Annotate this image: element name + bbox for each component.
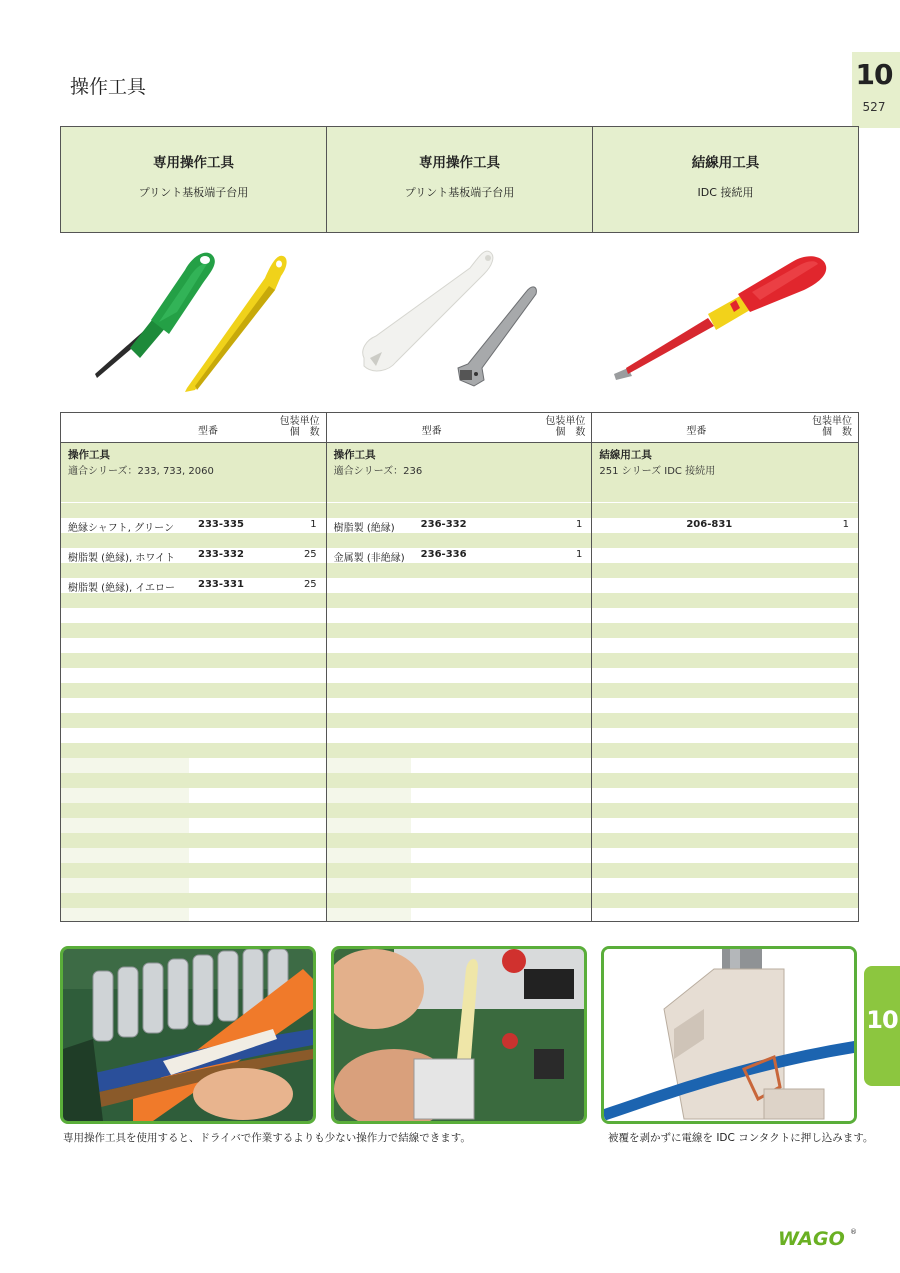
table-row-stripe [61, 683, 326, 698]
row-stripe-shade [327, 788, 411, 803]
row-stripes [592, 443, 858, 921]
row-quantity: 25 [303, 579, 317, 590]
caption-right: 被覆を剥かずに電線を IDC コンタクトに押し込みます。 [608, 1132, 874, 1144]
table-row-stripe [592, 593, 858, 608]
table-row-stripe [327, 833, 592, 848]
product-table [60, 412, 859, 922]
category-header-row [60, 126, 859, 233]
row-stripe-shade [327, 818, 411, 833]
section-title: 操作工具 [333, 449, 376, 461]
usage-photo-idc-contact [601, 946, 857, 1124]
row-stripe-shade [61, 818, 189, 833]
table-row-stripe [327, 608, 592, 623]
row-stripes [327, 443, 592, 921]
table-row-stripe [592, 548, 858, 563]
pack-unit-header [280, 416, 320, 438]
table-row-stripe [61, 743, 326, 758]
model-header: 型番 [686, 426, 707, 437]
table-row-stripe [592, 728, 858, 743]
table-row-stripe [592, 908, 858, 921]
row-description: 樹脂製 (絶縁), ホワイト [68, 553, 176, 564]
table-row-stripe [61, 818, 326, 833]
metal-tool-image [458, 287, 536, 386]
table-row-stripe [592, 773, 858, 788]
table-row-stripe [327, 638, 592, 653]
table-row-stripe [327, 818, 592, 833]
table-row-stripe [61, 563, 326, 578]
category-title: 結線用工具 [691, 155, 760, 171]
table-row-stripe [327, 743, 592, 758]
table-row-stripe [61, 698, 326, 713]
category-header-1 [61, 127, 327, 232]
pack-unit-header [545, 416, 585, 438]
table-row-stripe [592, 833, 858, 848]
table-row-stripe [327, 863, 592, 878]
table-row-stripe [61, 833, 326, 848]
table-row-stripe [327, 683, 592, 698]
table-row-stripe [327, 713, 592, 728]
table-row-stripe [592, 503, 858, 518]
table-row-stripe [61, 878, 326, 893]
table-row-stripe [327, 593, 592, 608]
row-item-code[interactable]: 233-335 [198, 519, 244, 530]
table-row-stripe [592, 818, 858, 833]
pack-count-label: 個 数 [289, 427, 320, 438]
table-row-stripe [327, 623, 592, 638]
table-row-stripe [592, 623, 858, 638]
side-chapter-number: 10 [866, 1006, 898, 1034]
green-screwdriver-image [95, 253, 215, 378]
product-column-2 [327, 413, 593, 921]
product-image-236-tools [350, 240, 560, 405]
section-subtitle: 251 シリーズ IDC 接続用 [599, 466, 716, 477]
category-subtitle: IDC 接続用 [697, 186, 754, 199]
table-row-stripe [61, 593, 326, 608]
row-stripe-shade [327, 878, 411, 893]
section-title: 結線用工具 [599, 449, 652, 461]
row-description: 金属製 (非絶縁) [333, 553, 405, 564]
table-row-stripe [592, 803, 858, 818]
row-stripes [61, 443, 326, 921]
table-row-stripe [327, 653, 592, 668]
row-item-code[interactable]: 233-332 [198, 549, 244, 560]
row-stripe-shade [61, 788, 189, 803]
row-description: 樹脂製 (絶縁) [333, 523, 395, 534]
table-row-stripe [61, 803, 326, 818]
pack-unit-label: 包装単位 [279, 416, 320, 427]
row-stripe-shade [327, 758, 411, 773]
chapter-tab [852, 52, 900, 128]
section-subtitle: 適合シリーズ：236 [333, 466, 423, 477]
table-row-stripe [61, 893, 326, 908]
table-row-stripe [327, 878, 592, 893]
table-row-stripe [327, 788, 592, 803]
product-column-1 [61, 413, 327, 921]
table-row-stripe [61, 638, 326, 653]
wago-logo-text: WAGO [778, 1228, 845, 1250]
section-subtitle: 適合シリーズ：233, 733, 2060 [68, 466, 214, 477]
table-row-stripe [592, 653, 858, 668]
column-header [327, 413, 592, 443]
row-item-code[interactable]: 233-331 [198, 579, 244, 590]
table-row-stripe [327, 503, 592, 518]
wago-logo [778, 1226, 858, 1250]
table-row-stripe [592, 893, 858, 908]
row-quantity: 1 [842, 519, 850, 530]
wago-registered-mark: ® [850, 1228, 857, 1236]
table-row-stripe [592, 533, 858, 548]
row-quantity: 1 [575, 549, 583, 560]
pack-count-label: 個 数 [822, 427, 853, 438]
table-row-stripe [61, 758, 326, 773]
table-row-stripe [61, 533, 326, 548]
table-row-stripe [61, 908, 326, 921]
category-title: 専用操作工具 [153, 155, 234, 171]
table-row-stripe [61, 623, 326, 638]
idc-screwdriver-image [614, 256, 826, 380]
column-header [592, 413, 858, 443]
table-row-stripe [61, 863, 326, 878]
table-row-stripe [61, 608, 326, 623]
table-row-stripe [327, 578, 592, 593]
category-subtitle: プリント基板端子台用 [138, 186, 249, 199]
table-row-stripe [61, 668, 326, 683]
table-row-stripe [327, 533, 592, 548]
category-title: 専用操作工具 [419, 155, 500, 171]
table-row-stripe [327, 728, 592, 743]
table-row-stripe [61, 848, 326, 863]
side-chapter-tab[interactable] [864, 966, 900, 1086]
table-row-stripe [592, 638, 858, 653]
usage-photo-pcb-terminal [60, 946, 316, 1124]
row-quantity: 1 [310, 519, 317, 530]
table-row-stripe [592, 713, 858, 728]
row-stripe-shade [327, 848, 411, 863]
table-row-stripe [592, 698, 858, 713]
table-row-stripe [592, 578, 858, 593]
table-row-stripe [592, 863, 858, 878]
row-quantity: 1 [575, 519, 583, 530]
pack-unit-label: 包装単位 [812, 416, 853, 427]
table-row-stripe [592, 878, 858, 893]
pack-count-label: 個 数 [555, 427, 586, 438]
table-row-stripe [327, 803, 592, 818]
product-image-206-831 [612, 240, 832, 405]
row-description: 樹脂製 (絶縁), イエロー [68, 583, 175, 594]
table-row-stripe [327, 668, 592, 683]
model-header: 型番 [421, 426, 442, 437]
caption-left: 専用操作工具を使用すると、ドライバで作業するよりも少ない操作力で結線できます。 [63, 1132, 471, 1144]
row-quantity: 25 [303, 549, 317, 560]
table-row-stripe [61, 503, 326, 518]
row-item-code[interactable]: 236-336 [420, 549, 467, 560]
section-title: 操作工具 [68, 449, 110, 461]
table-row-stripe [592, 848, 858, 863]
category-subtitle: プリント基板端子台用 [404, 186, 515, 199]
row-item-code[interactable]: 236-332 [420, 519, 467, 530]
table-row-stripe [592, 758, 858, 773]
table-row-stripe [327, 563, 592, 578]
chapter-number: 10 [855, 58, 893, 91]
pack-unit-header [812, 416, 852, 438]
table-row-stripe [61, 788, 326, 803]
category-header-3 [593, 127, 858, 232]
model-header: 型番 [198, 426, 218, 437]
row-stripe-shade [61, 878, 189, 893]
product-image-233-tools [85, 240, 295, 405]
table-row-stripe [592, 563, 858, 578]
table-row-stripe [592, 668, 858, 683]
table-row-stripe [61, 653, 326, 668]
table-row-stripe [327, 758, 592, 773]
row-stripe-shade [61, 908, 189, 921]
row-stripe-shade [61, 758, 189, 773]
table-row-stripe [592, 788, 858, 803]
table-row-stripe [327, 773, 592, 788]
table-row-stripe [327, 893, 592, 908]
row-description: 絶縁シャフト, グリーン [68, 523, 174, 534]
table-row-stripe [327, 848, 592, 863]
pack-unit-label: 包装単位 [545, 416, 586, 427]
table-row-stripe [61, 773, 326, 788]
table-row-stripe [61, 728, 326, 743]
column-header [61, 413, 326, 443]
row-stripe-shade [327, 908, 411, 921]
table-row-stripe [592, 743, 858, 758]
table-row-stripe [327, 908, 592, 921]
white-tool-image [363, 251, 493, 371]
page-title: 操作工具 [70, 76, 147, 98]
usage-photo-hand-tool [331, 946, 587, 1124]
page-number: 527 [862, 100, 886, 114]
row-stripe-shade [61, 848, 189, 863]
product-column-3 [592, 413, 858, 921]
category-header-2 [327, 127, 593, 232]
table-row-stripe [327, 698, 592, 713]
table-row-stripe [61, 713, 326, 728]
table-row-stripe [592, 608, 858, 623]
row-item-code[interactable]: 206-831 [686, 519, 733, 530]
table-row-stripe [592, 683, 858, 698]
